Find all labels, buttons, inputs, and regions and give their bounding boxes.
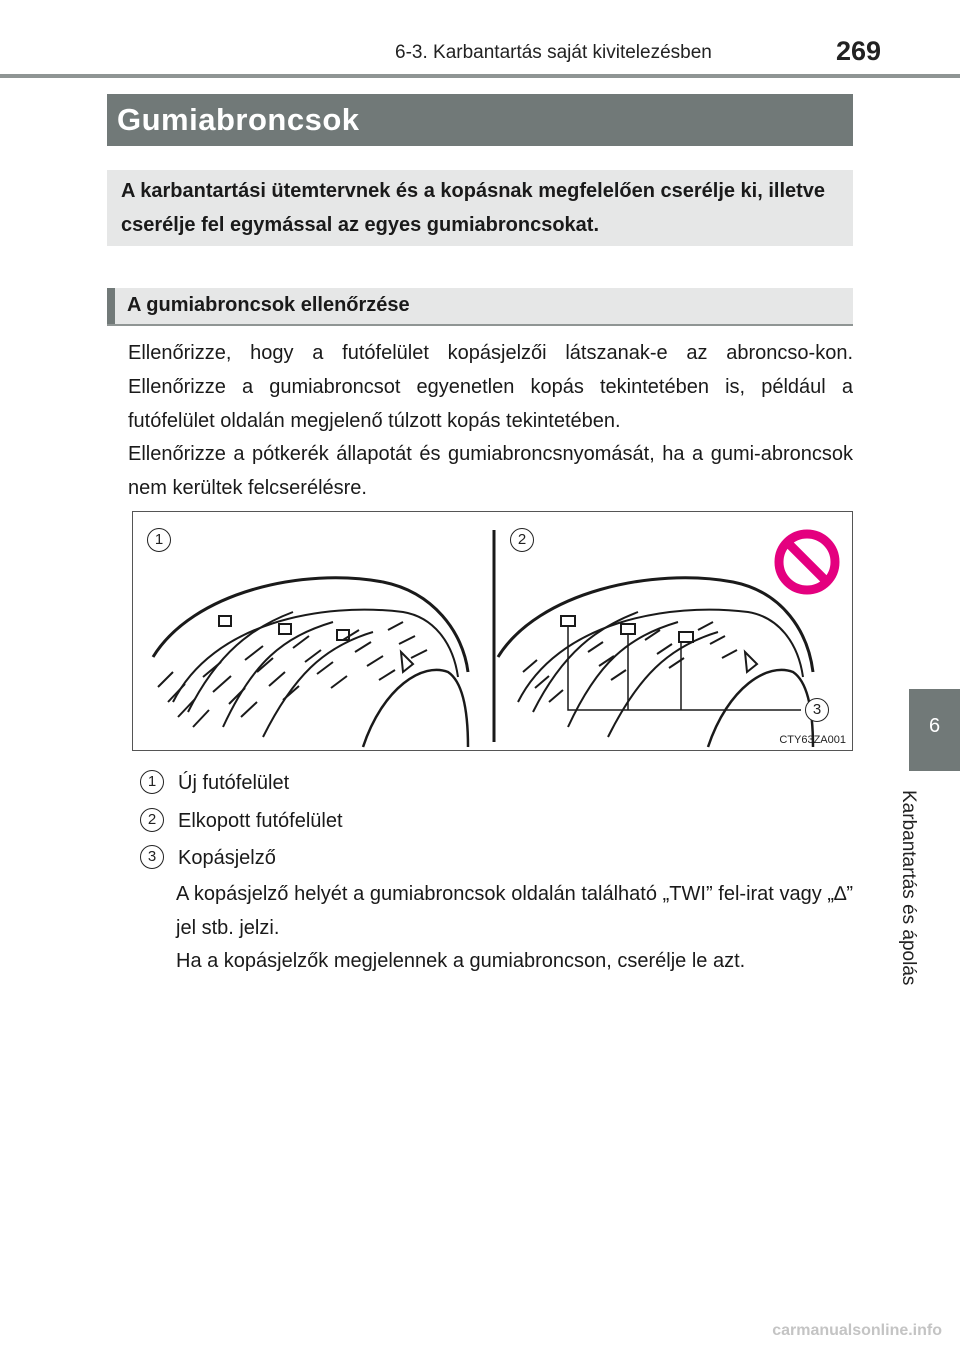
page-number: 269 — [836, 36, 882, 66]
chapter-tab — [909, 689, 960, 771]
header-divider — [0, 74, 960, 78]
prohibit-icon — [779, 534, 835, 590]
callout-2: 2 — [510, 528, 534, 552]
chapter-number: 6 — [928, 715, 941, 737]
paragraph-spare-check: Ellenőrizze a pótkerék állapotát és gumiabroncsnyomását, ha a gumi-abroncsok nem kerültek felcserélésre. — [128, 443, 853, 499]
section-title: 6-3. Karbantartás saját kivitelezésben — [395, 42, 712, 63]
callout-1: 1 — [147, 528, 171, 552]
figure-code: CTY63ZA001 — [779, 734, 846, 746]
heading-marker — [107, 288, 115, 324]
chapter-label: Karbantartás és ápolás — [898, 790, 919, 986]
paragraph-tread-check: Ellenőrizze, hogy a futófelület kopásjelzői látszanak-e az abroncso-kon. Ellenőrizze a gumiabroncsot egyenetlen kopás tekintetében is, például a futófelület oldalán megjelenő túlzott kopás tekintetében. — [128, 342, 853, 432]
tire-illustration — [133, 512, 852, 750]
legend-text-2: Elkopott futófelület — [178, 810, 343, 832]
chapter-label-container — [884, 790, 934, 990]
intro-text: A karbantartási ütemtervnek és a kopásnak megfelelően cserélje ki, illetve cserélje fel egymással az egyes gumiabroncsokat. — [121, 180, 826, 236]
note-twi: A kopásjelző helyét a gumiabroncsok oldalán található „TWI” fel-irat vagy „∆” jel stb. jelzi. — [176, 883, 853, 939]
new-tread-drawing — [153, 578, 468, 747]
worn-tread-drawing — [498, 578, 813, 747]
legend-number-2: 2 — [140, 808, 164, 832]
intro-box — [107, 170, 853, 246]
legend-text-1: Új futófelület — [178, 772, 290, 794]
page-title-bar — [107, 94, 853, 146]
legend-text-3: Kopásjelző — [178, 847, 276, 869]
legend-number-3: 3 — [140, 845, 164, 869]
legend-number-1: 1 — [140, 770, 164, 794]
subsection-heading: A gumiabroncsok ellenőrzése — [127, 294, 410, 316]
subsection-heading-bar — [107, 288, 853, 326]
watermark: carmanualsonline.info — [772, 1322, 942, 1339]
note-replace: Ha a kopásjelzők megjelennek a gumiabroncson, cserélje le azt. — [176, 950, 746, 972]
callout-3: 3 — [805, 698, 829, 722]
tire-figure — [132, 511, 853, 751]
page-title: Gumiabroncsok — [117, 102, 360, 137]
